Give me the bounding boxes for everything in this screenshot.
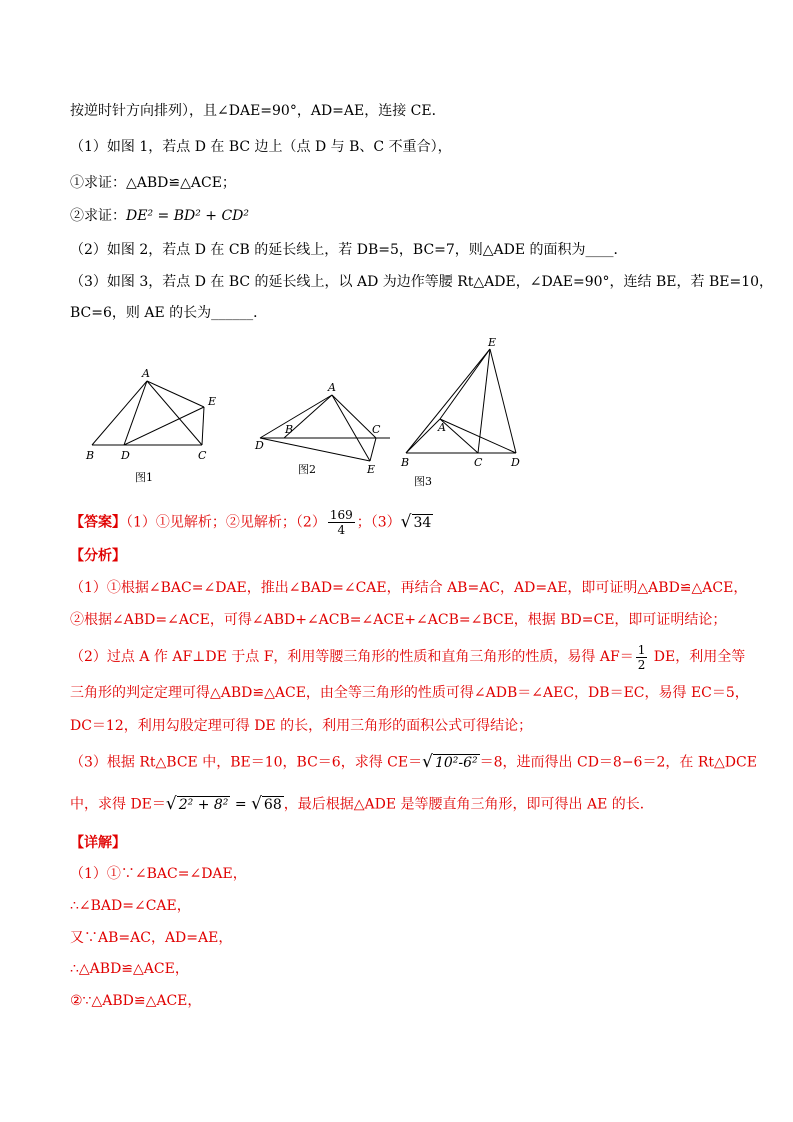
fig2-label-e: E: [367, 463, 376, 476]
fig3-label-d: D: [511, 456, 520, 469]
fig1-label-d: D: [121, 449, 130, 462]
analysis-line-3: [70, 640, 745, 674]
sqrt-68-value: 68: [263, 797, 282, 813]
fig2-label-d: D: [255, 439, 264, 452]
figures: [80, 335, 540, 495]
detail-line-4: ∴△ABD≌△ACE，: [70, 961, 189, 977]
fig1-label-c: C: [198, 449, 207, 462]
sqrt-de-value: 2² + 8²: [178, 797, 229, 813]
fig3-caption: 图3: [414, 475, 432, 488]
fig1-label-a: A: [142, 367, 150, 380]
fig1-label-e: E: [208, 395, 217, 408]
analysis-line-6a: （3）根据 Rt△BCE 中，BE＝10，BC＝6，求得 CE＝: [70, 754, 423, 771]
analysis-line-4: 三角形的判定定理可得△ABD≌△ACE，由全等三角形的性质可得∠ADB＝∠AEC，DB＝EC，易得 EC＝5，: [70, 685, 749, 701]
analysis-fraction-half: [636, 643, 648, 672]
half-num: 1: [637, 642, 646, 657]
problem-line-5: （2）如图 2，若点 D 在 CB 的延长线上，若 DB=5，BC=7，则△ADE 的面积为____．: [70, 242, 628, 258]
figure-1: [92, 381, 204, 445]
answer-frac-num: 169: [329, 508, 353, 522]
analysis-equals: =: [230, 796, 252, 813]
analysis-line-3a: （2）过点 A 作 AF⊥DE 于点 F，利用等腰三角形的性质和直角三角形的性质，易得 AF＝: [70, 649, 634, 665]
analysis-line-7a: 中，求得 DE＝: [70, 796, 166, 813]
analysis-line-1: （1）①根据∠BAC=∠DAE，推出∠BAD=∠CAE，再结合 AB=AC，AD=AE，即可证明△ABD≌△ACE，: [70, 580, 748, 596]
problem-line-3: ①求证：△ABD≌△ACE；: [70, 175, 236, 191]
analysis-sqrt-ce: √ 10²-6²: [422, 752, 478, 772]
fig2-caption: 图2: [298, 463, 316, 476]
analysis-line-7: [70, 790, 654, 819]
analysis-sqrt-de: √ 2² + 8²: [165, 794, 229, 814]
problem-line-7: BC=6，则 AE 的长为______．: [70, 305, 268, 321]
answer-line: [70, 507, 433, 538]
detail-line-3: 又∵AB=AC，AD=AE，: [70, 930, 233, 946]
fig3-label-c: C: [474, 456, 483, 469]
analysis-sqrt-68: √ 68: [251, 794, 282, 814]
detail-line-1: （1）①∵∠BAC=∠DAE，: [70, 866, 247, 882]
formula-de-squared: DE² = BD² + CD²: [126, 208, 249, 224]
fig2-label-b: B: [285, 423, 294, 436]
analysis-line-6: [70, 748, 757, 777]
analysis-line-5: DC＝12，利用勾股定理可得 DE 的长，利用三角形的面积公式可得结论；: [70, 718, 533, 734]
fig1-caption: 图1: [135, 471, 153, 484]
prove-label: ②求证：: [70, 208, 126, 224]
detail-line-2: ∴∠BAD=∠CAE，: [70, 898, 191, 914]
answer-fraction: [328, 508, 355, 537]
analysis-line-3b: DE，利用全等: [649, 649, 746, 665]
fig2-label-c: C: [372, 423, 381, 436]
problem-line-2: （1）如图 1，若点 D 在 BC 边上（点 D 与 B、C 不重合），: [70, 139, 452, 155]
answer-sqrt: √ 34: [400, 512, 432, 532]
sqrt-ce-value: 10²-6²: [434, 755, 478, 771]
detail-line-5: ②∵△ABD≌△ACE，: [70, 993, 202, 1009]
fig2-label-a: A: [328, 381, 336, 394]
answer-label: 【答案】: [70, 514, 126, 531]
answer-sqrt-value: 34: [413, 515, 432, 531]
detail-label: 【详解】: [70, 835, 126, 851]
problem-line-6: （3）如图 3，若点 D 在 BC 的延长线上，以 AD 为边作等腰 Rt△ADE，∠DAE=90°，连结 BE，若 BE=10，: [70, 274, 774, 290]
fig3-label-b: B: [401, 456, 410, 469]
figure-3: [406, 349, 516, 453]
answer-text-1: （1）①见解析；②见解析；（2）: [126, 514, 326, 531]
answer-frac-den: 4: [337, 523, 346, 537]
fig3-label-e: E: [488, 336, 497, 349]
problem-line-4: [70, 206, 249, 226]
analysis-line-2: ②根据∠ABD=∠ACE，可得∠ABD+∠ACB=∠ACE+∠ACB=∠BCE，根据 BD=CE，即可证明结论；: [70, 612, 727, 628]
fig1-label-b: B: [86, 449, 95, 462]
answer-text-2: ；（3）: [356, 514, 401, 531]
analysis-line-6b: ＝8，进而得出 CD＝8−6＝2，在 Rt△DCE: [479, 754, 757, 771]
problem-line-1: 按逆时针方向排列），且∠DAE=90°，AD=AE，连接 CE．: [70, 103, 446, 119]
fig3-label-a: A: [438, 421, 446, 434]
analysis-label: 【分析】: [70, 548, 126, 564]
figure-2: [260, 395, 390, 461]
analysis-line-7b: ，最后根据△ADE 是等腰直角三角形，即可得出 AE 的长．: [283, 796, 654, 813]
half-den: 2: [637, 657, 646, 672]
